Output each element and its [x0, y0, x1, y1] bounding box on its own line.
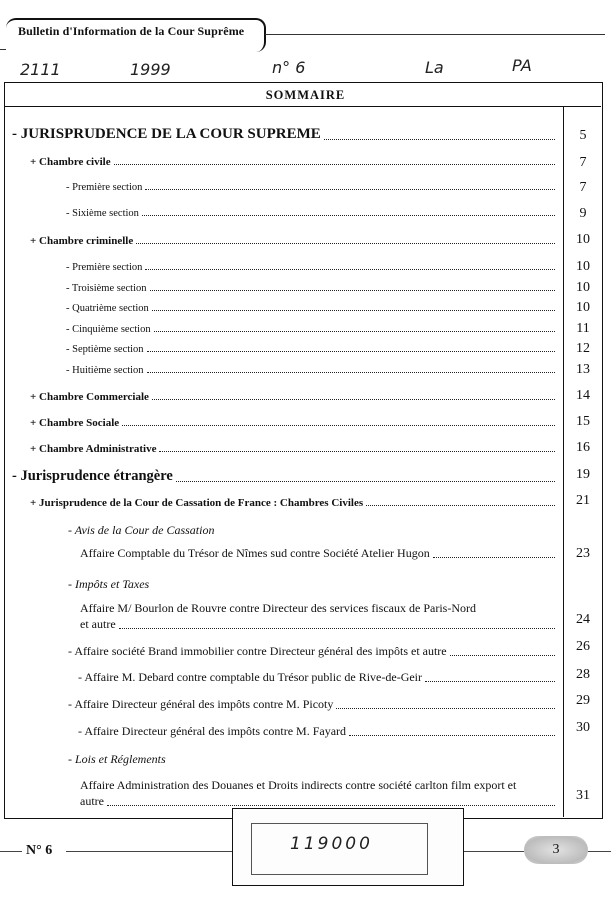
toc-entry-affaire-debard[interactable] [78, 670, 558, 685]
toc-page: 24 [576, 612, 590, 627]
toc-label: + Chambre Sociale [30, 417, 120, 429]
toc-page: 10 [576, 280, 590, 295]
toc-entry-criminelle-huitieme-section[interactable] [66, 365, 558, 376]
toc-page: 23 [576, 546, 590, 561]
toc-leader [425, 681, 555, 682]
toc-entry-affaire-hugon[interactable] [80, 546, 558, 561]
toc-leader [336, 708, 555, 709]
page-column-divider [563, 106, 564, 817]
toc-subheading-avis: - Avis de la Cour de Cassation [68, 523, 215, 537]
toc-page: 10 [576, 232, 590, 247]
handwritten-number: 2111 [20, 60, 61, 79]
toc-leader [136, 243, 555, 244]
toc-label: - Affaire M. Debard contre comptable du Trésor public de Rive-de-Geir [78, 670, 423, 684]
handwritten-note-la: La [425, 58, 444, 77]
footer-issue-number: N° 6 [26, 843, 53, 858]
toc-entry-chambre-sociale[interactable] [30, 417, 558, 429]
toc-label: + Chambre Commerciale [30, 391, 149, 403]
toc-label: - Quatrième section [66, 303, 149, 314]
toc-leader [450, 655, 555, 656]
toc-page: 7 [579, 155, 587, 170]
toc-entry-criminelle-quatrieme-section[interactable] [66, 303, 558, 314]
header-rule [265, 34, 605, 35]
toc-page: 31 [576, 788, 590, 803]
sommaire-heading: SOMMAIRE [265, 88, 346, 102]
toc-label: - Troisième section [66, 283, 147, 294]
toc-leader [142, 215, 555, 216]
toc-label: + Chambre criminelle [30, 235, 134, 247]
toc-entry-civile-premiere-section[interactable] [66, 182, 558, 193]
toc-leader [114, 164, 555, 165]
page-number: 3 [552, 842, 560, 857]
toc-leader [324, 139, 555, 140]
toc-page: 13 [576, 362, 590, 377]
footer-rule-left [0, 851, 22, 852]
toc-page: 9 [579, 206, 587, 221]
toc-label: - Première section [66, 182, 143, 193]
toc-label: et autre [80, 617, 116, 631]
toc-entry-chambre-commerciale[interactable] [30, 391, 558, 403]
toc-leader [433, 557, 555, 558]
toc-page: 28 [576, 667, 590, 682]
header-rule-left [0, 49, 6, 50]
toc-label: - Septième section [66, 344, 144, 355]
toc-leader [176, 481, 555, 482]
footer-rule-mid [66, 851, 232, 852]
toc-entry-affaire-douanes[interactable] [80, 794, 558, 809]
toc-label: - Première section [66, 262, 143, 273]
toc-entry-jurisprudence-cour-supreme[interactable] [12, 126, 558, 143]
footer-rule-right [462, 851, 524, 852]
toc-label: - Cinquième section [66, 324, 151, 335]
toc-entry-civile-sixieme-section[interactable] [66, 208, 558, 219]
stamp-handwritten-number: 119000 [290, 834, 373, 854]
toc-subheading-lois: - Lois et Réglements [68, 752, 166, 766]
toc-entry-cour-cassation-france[interactable] [30, 497, 558, 509]
handwritten-issue: n° 6 [272, 58, 306, 77]
toc-page: 16 [576, 440, 590, 455]
toc-leader [152, 310, 555, 311]
toc-label: - Sixième section [66, 208, 139, 219]
toc-entry-criminelle-troisieme-section[interactable] [66, 283, 558, 294]
toc-entry-affaire-bourlon[interactable] [80, 617, 558, 632]
toc-entry-affaire-fayard[interactable] [78, 724, 558, 739]
toc-entry-affaire-picoty[interactable] [68, 697, 558, 712]
toc-page: 11 [576, 321, 590, 336]
toc-entry-criminelle-premiere-section[interactable] [66, 262, 558, 273]
toc-label: + Chambre civile [30, 156, 111, 168]
toc-page: 30 [576, 720, 590, 735]
handwritten-note-pa: PA [512, 56, 532, 75]
handwritten-year: 1999 [130, 60, 171, 79]
toc-leader [154, 331, 555, 332]
toc-leader [366, 505, 555, 506]
toc-leader [122, 425, 555, 426]
toc-page: 14 [576, 388, 590, 403]
toc-page: 10 [576, 300, 590, 315]
toc-entry-affaire-bourlon-line1[interactable]: Affaire M/ Bourlon de Rouvre contre Directeur des services fiscaux de Paris-Nord [80, 601, 476, 615]
toc-subheading-impots: - Impôts et Taxes [68, 577, 150, 591]
toc-entry-criminelle-septieme-section[interactable] [66, 344, 558, 355]
toc-leader [107, 805, 555, 806]
toc-page: 29 [576, 693, 590, 708]
toc-page: 21 [576, 493, 590, 508]
toc-label: autre [80, 794, 104, 808]
toc-leader [349, 735, 555, 736]
toc-label: - Affaire Directeur général des impôts contre M. Picoty [68, 697, 334, 711]
toc-label: + Chambre Administrative [30, 443, 157, 455]
toc-entry-chambre-criminelle[interactable] [30, 235, 558, 247]
toc-entry-chambre-civile[interactable] [30, 156, 558, 168]
toc-page: 7 [579, 180, 587, 195]
toc-label: Affaire Comptable du Trésor de Nîmes sud contre Société Atelier Hugon [80, 546, 430, 560]
toc-label: - JURISPRUDENCE DE LA COUR SUPREME [12, 126, 321, 142]
toc-page: 26 [576, 639, 590, 654]
toc-leader [147, 372, 555, 373]
toc-page: 19 [576, 467, 590, 482]
toc-leader [145, 189, 555, 190]
toc-leader [159, 451, 555, 452]
toc-entry-jurisprudence-etrangere[interactable] [12, 468, 558, 485]
bulletin-title: Bulletin d'Information de la Cour Suprême [18, 24, 245, 38]
toc-label: - Affaire Directeur général des impôts contre M. Fayard [78, 724, 347, 738]
toc-page: 5 [579, 128, 587, 143]
toc-leader [150, 290, 556, 291]
toc-label: + Jurisprudence de la Cour de Cassation de France : Chambres Civiles [30, 497, 364, 509]
toc-label: - Affaire société Brand immobilier contre Directeur général des impôts et autre [68, 644, 447, 658]
toc-leader [152, 399, 555, 400]
toc-page: 12 [576, 341, 590, 356]
toc-entry-affaire-douanes-line1[interactable]: Affaire Administration des Douanes et Droits indirects contre société carlton film export et [80, 778, 517, 792]
footer-rule-end [588, 851, 611, 852]
toc-leader [119, 628, 555, 629]
toc-leader [147, 351, 555, 352]
toc-label: - Jurisprudence étrangère [12, 468, 173, 484]
toc-entry-affaire-brand[interactable] [68, 644, 558, 659]
toc-entry-chambre-administrative[interactable] [30, 443, 558, 455]
toc-entry-criminelle-cinquieme-section[interactable] [66, 324, 558, 335]
page-number-badge [524, 836, 588, 864]
toc-label: - Huitième section [66, 365, 144, 376]
toc-page: 15 [576, 414, 590, 429]
toc-leader [145, 269, 555, 270]
toc-page: 10 [576, 259, 590, 274]
